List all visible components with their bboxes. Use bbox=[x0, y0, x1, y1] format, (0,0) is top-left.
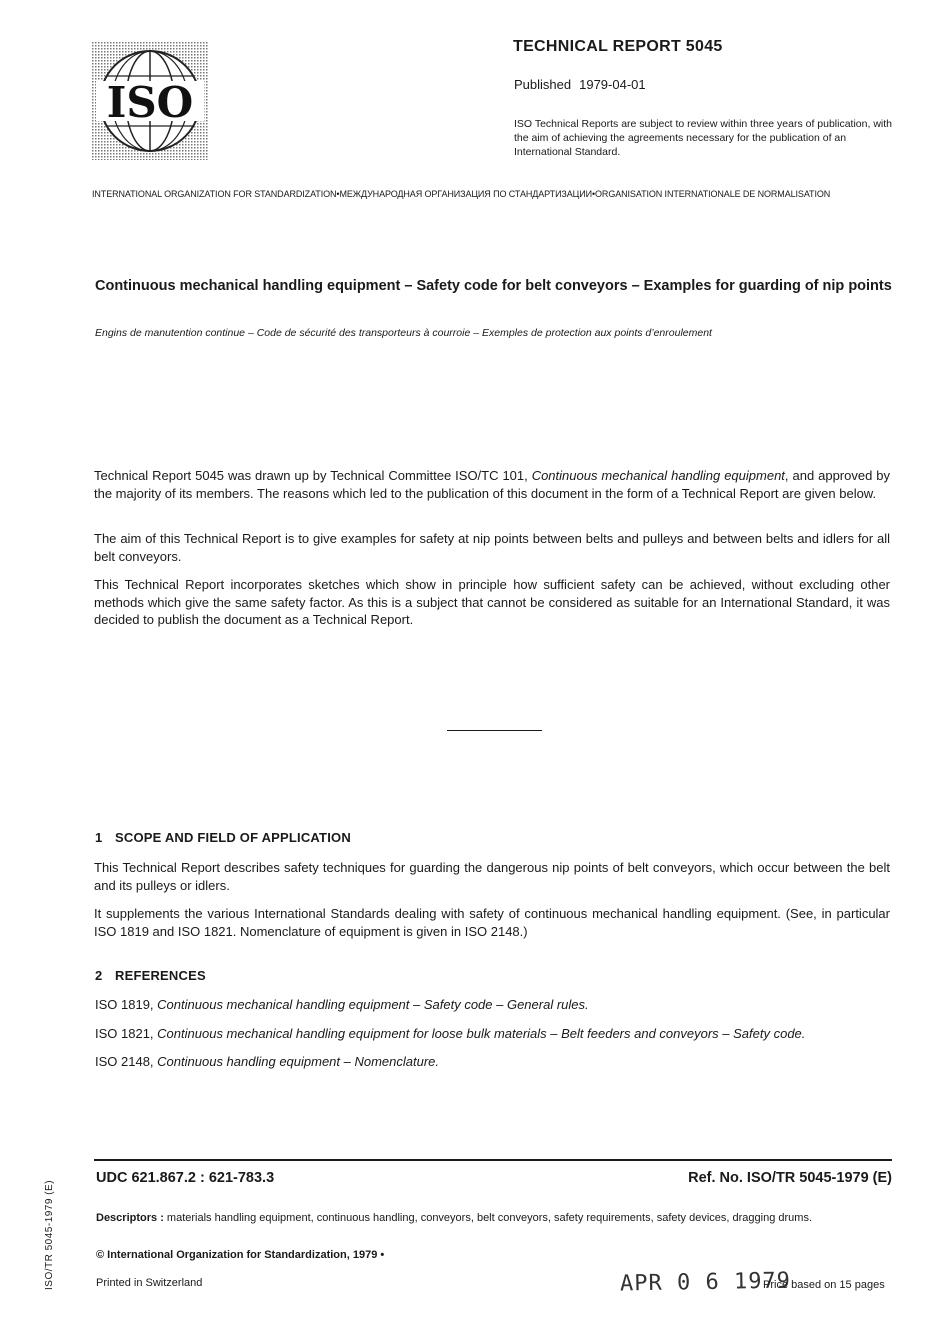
iso-logo bbox=[92, 42, 208, 160]
separator-rule bbox=[447, 730, 542, 731]
reference-item: ISO 2148, Continuous handling equipment – Nomenclature. bbox=[95, 1054, 440, 1069]
footer-rule bbox=[94, 1159, 892, 1161]
published-label: Published bbox=[514, 77, 572, 92]
section-2-heading: 2 REFERENCES bbox=[95, 968, 206, 983]
section-1-paragraph-1: This Technical Report describes safety techniques for guarding the dangerous nip points of belt conveyors, which occur between the belt and its pulleys or idlers. bbox=[94, 860, 890, 893]
section-2-number: 2 bbox=[95, 968, 103, 983]
side-reference-label: ISO/TR 5045-1979 (E) bbox=[44, 1179, 55, 1290]
organization-line: INTERNATIONAL ORGANIZATION FOR STANDARDIZATION•МЕЖДУНАРОДНАЯ ОРГАНИЗАЦИЯ ПО СТАНДАРТИЗАЦИИ•ORGANISATION INTERNATIONALE DE NORMALISATION bbox=[92, 189, 831, 199]
committee-name: Continuous mechanical handling equipment bbox=[531, 468, 785, 483]
printed-in: Printed in Switzerland bbox=[96, 1277, 203, 1289]
section-1-number: 1 bbox=[95, 830, 103, 845]
document-title-french: Engins de manutention continue – Code de sécurité des transporteurs à courroie – Exemples de protection aux points d’enroulement bbox=[95, 327, 712, 339]
copyright-notice: © International Organization for Standardization, 1979 • bbox=[96, 1249, 385, 1261]
descriptors bbox=[96, 1211, 894, 1226]
svg-text:ISO: ISO bbox=[106, 78, 194, 127]
reference-item: ISO 1819, Continuous mechanical handling equipment – Safety code – General rules. bbox=[95, 997, 589, 1012]
iso-globe-logo-icon bbox=[92, 42, 208, 160]
section-1-heading: 1 SCOPE AND FIELD OF APPLICATION bbox=[95, 830, 351, 845]
intro-paragraph-3: This Technical Report incorporates sketches which show in principle how sufficient safety can be achieved, without excluding other methods which give the same safety factor. As this is a subject that cannot be considered as suitable for an International Standard, it was decided to publish the document as a Technical Report. bbox=[94, 577, 890, 627]
review-note: ISO Technical Reports are subject to review within three years of publication, with the aim of achieving the agreements necessary for the publication of an International Standard. bbox=[514, 118, 892, 158]
reference-number: Ref. No. ISO/TR 5045-1979 (E) bbox=[688, 1170, 892, 1186]
published-date: 1979-04-01 bbox=[579, 77, 646, 92]
reference-item: ISO 1821, Continuous mechanical handling equipment for loose bulk materials – Belt feeders and conveyors – Safety code. bbox=[95, 1026, 806, 1041]
section-1-paragraph-2: It supplements the various International Standards dealing with safety of continuous mechanical handling equipment. (See, in particular ISO 1819 and ISO 1821. Nomenclature of equipment is given in ISO 2148.) bbox=[94, 906, 890, 939]
price-note: Price based on 15 pages bbox=[763, 1279, 885, 1291]
date-stamp: APR 0 6 1979 bbox=[619, 1268, 792, 1297]
report-title: TECHNICAL REPORT 5045 bbox=[513, 38, 723, 55]
intro-paragraph-2: The aim of this Technical Report is to give examples for safety at nip points between belts and pulleys and between belts and idlers for all belt conveyors. bbox=[94, 531, 890, 564]
descriptors-label: Descriptors : bbox=[96, 1212, 164, 1224]
document-title: Continuous mechanical handling equipment – Safety code for belt conveyors – Examples for guarding of nip points bbox=[95, 278, 892, 294]
udc-number: UDC 621.867.2 : 621-783.3 bbox=[96, 1170, 275, 1186]
intro-paragraph-1: Technical Report 5045 was drawn up by Technical Committee ISO/TC 101, Continuous mechanical handling equipment, and approved by the majority of its members. The reasons which led to the publication of this document in the form of a Technical Report are given below. bbox=[94, 468, 890, 501]
published-line bbox=[514, 77, 646, 92]
descriptors-text: materials handling equipment, continuous handling, conveyors, belt conveyors, safety requirements, safety devices, dragging drums. bbox=[166, 1212, 812, 1224]
